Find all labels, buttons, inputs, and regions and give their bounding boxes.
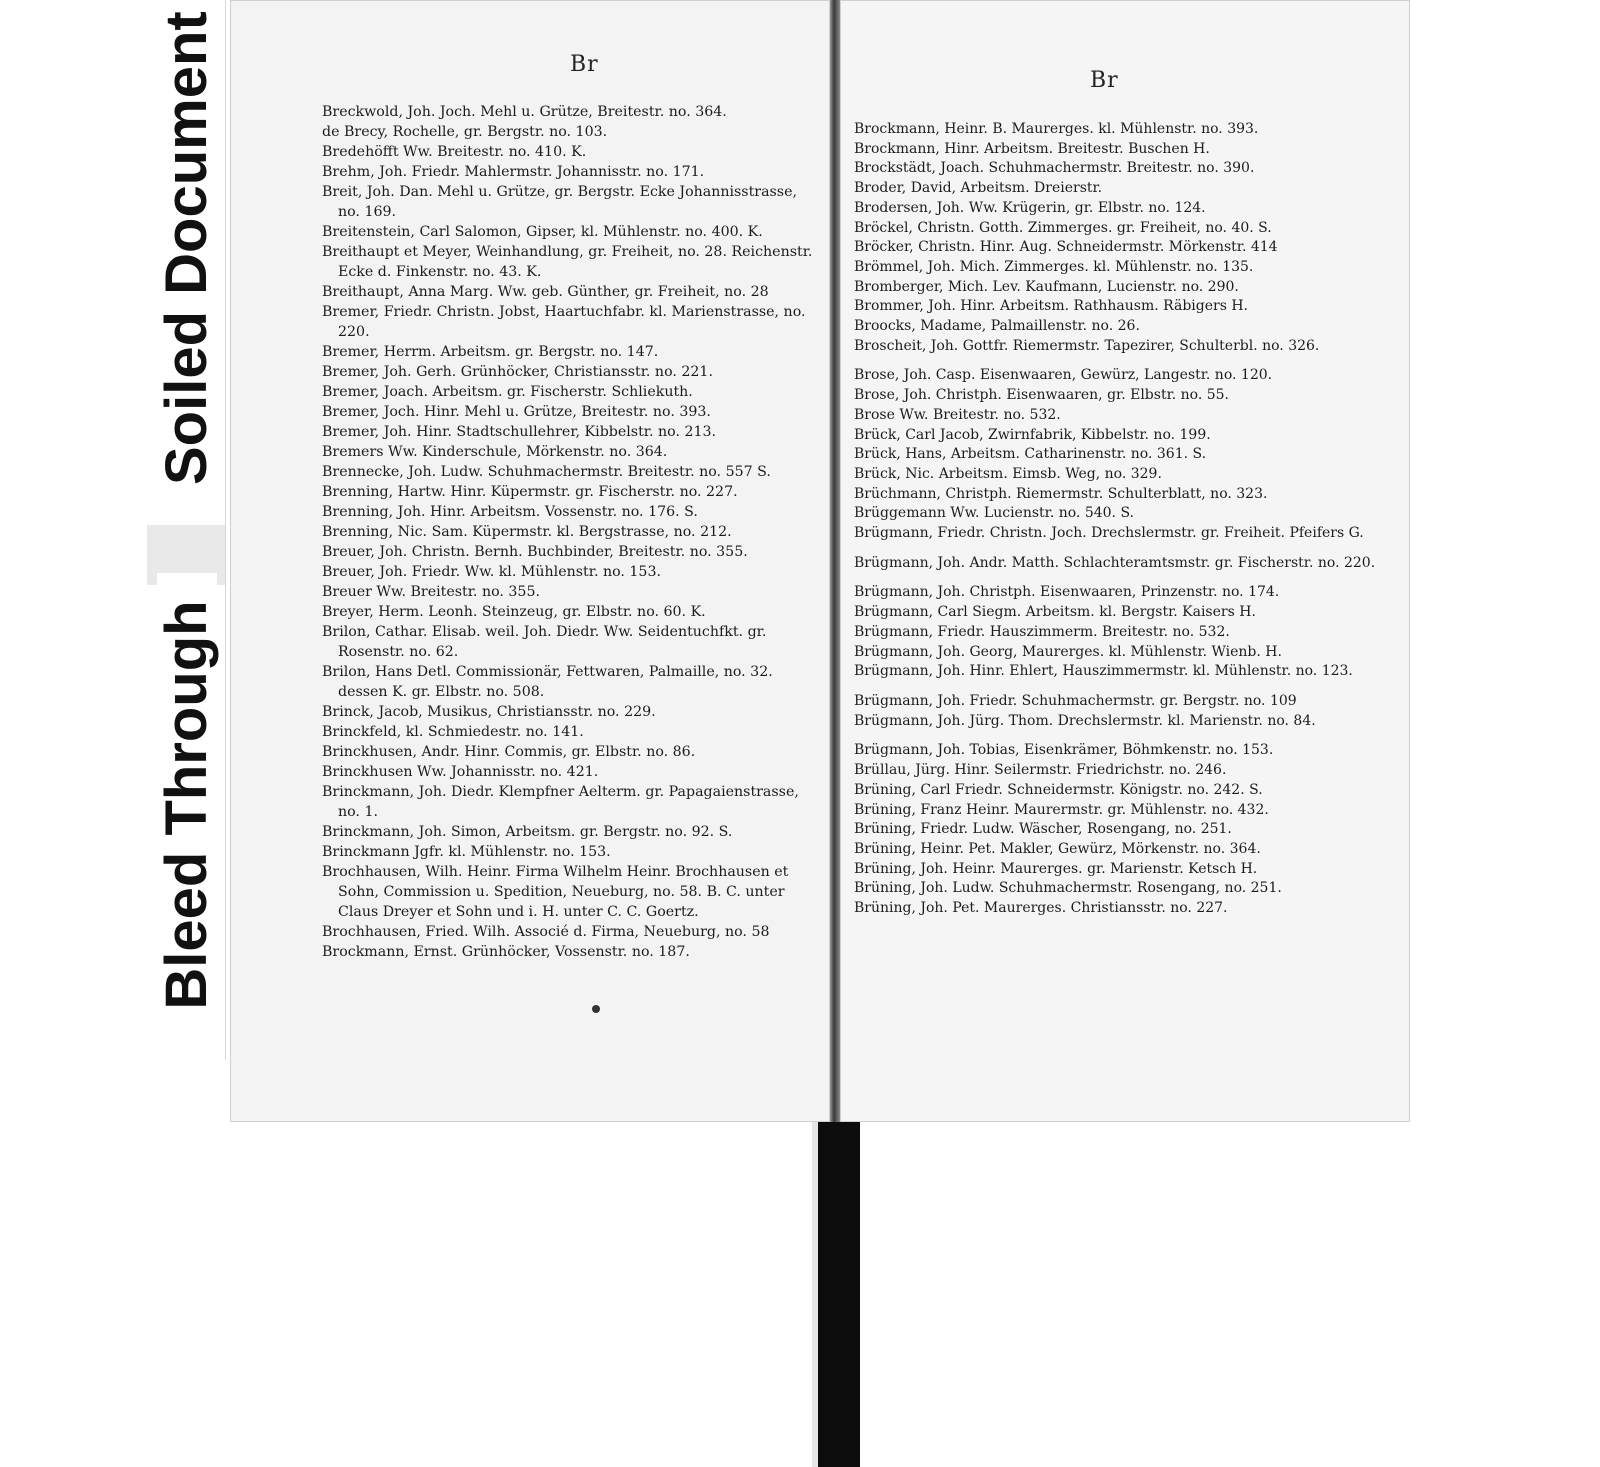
- directory-entry: Breckwold, Joh. Joch. Mehl u. Grütze, Breitestr. no. 364.: [322, 104, 727, 120]
- directory-entry: Brockmann, Heinr. B. Maurerges. kl. Mühlenstr. no. 393.: [854, 121, 1259, 137]
- directory-entry: Brück, Nic. Arbeitsm. Eimsb. Weg, no. 329.: [854, 465, 1162, 482]
- soiled-document-stamp: Soiled Document: [154, 11, 219, 485]
- directory-entry: Breit, Joh. Dan. Mehl u. Grütze, gr. Bergstr. Ecke Johannisstrasse, no. 169.: [322, 184, 797, 220]
- directory-entry: Brügmann, Joh. Friedr. Schuhmachermstr. gr. Bergstr. no. 109: [854, 692, 1297, 709]
- directory-entry: Bremer, Joach. Arbeitsm. gr. Fischerstr. Schliekuth.: [322, 384, 693, 400]
- directory-entry: Brockmann, Ernst. Grünhöcker, Vossenstr. no. 187.: [322, 944, 690, 960]
- directory-entry: Brüning, Joh. Pet. Maurerges. Christiansstr. no. 227.: [854, 900, 1228, 917]
- directory-entry: Brüchmann, Christph. Riemermstr. Schulterblatt, no. 323.: [854, 485, 1268, 502]
- directory-entry: Breuer, Joh. Friedr. Ww. kl. Mühlenstr. no. 153.: [322, 564, 661, 580]
- directory-entry: Bremer, Joh. Hinr. Stadtschullehrer, Kibbelstr. no. 213.: [322, 424, 717, 440]
- directory-entry: Broocks, Madame, Palmaillenstr. no. 26.: [854, 318, 1140, 335]
- directory-entry: Brüggemann Ww. Lucienstr. no. 540. S.: [854, 505, 1134, 522]
- directory-entry: Breitenstein, Carl Salomon, Gipser, kl. Mühlenstr. no. 400. K.: [322, 224, 763, 240]
- directory-entry: Brilon, Hans Detl. Commissionär, Fettwaren, Palmaille, no. 32. dessen K. gr. Elbstr. no. 508.: [322, 664, 773, 700]
- directory-entry: Bremer, Friedr. Christn. Jobst, Haartuchfabr. kl. Marienstrasse, no. 220.: [322, 304, 806, 340]
- directory-entry: Breithaupt et Meyer, Weinhandlung, gr. Freiheit, no. 28. Reichenstr. Ecke d. Finkenstr. no. 43. K.: [322, 244, 813, 280]
- directory-entry: Bremer, Joh. Gerh. Grünhöcker, Christiansstr. no. 221.: [322, 364, 713, 380]
- directory-entry: Brügmann, Carl Siegm. Arbeitsm. kl. Bergstr. Kaisers H.: [854, 604, 1256, 621]
- directory-entry: Brinckmann Jgfr. kl. Mühlenstr. no. 153.: [322, 844, 611, 860]
- directory-entry: Brüning, Franz Heinr. Maurermstr. gr. Mühlenstr. no. 432.: [854, 801, 1269, 818]
- directory-entry: Brockmann, Hinr. Arbeitsm. Breitestr. Buschen H.: [854, 140, 1210, 157]
- directory-entry: Bröcker, Christn. Hinr. Aug. Schneidermstr. Mörkenstr. 414: [854, 239, 1278, 256]
- directory-entry: Bremers Ww. Kinderschule, Mörkenstr. no. 364.: [322, 444, 668, 460]
- directory-entry: Brochhausen, Wilh. Heinr. Firma Wilhelm Heinr. Brochhausen et Sohn, Commission u. Spedition, Neueburg, no. 58. B. C. unter Claus Dreyer et Sohn und i. H. unter C. C. Goertz.: [322, 864, 789, 920]
- directory-entry: Bromberger, Mich. Lev. Kaufmann, Lucienstr. no. 290.: [854, 278, 1239, 295]
- directory-entry: Brose, Joh. Casp. Eisenwaaren, Gewürz, Langestr. no. 120.: [854, 367, 1273, 384]
- right-page-header: Br: [1090, 68, 1119, 93]
- directory-entry: Brügmann, Friedr. Hauszimmerm. Breitestr. no. 532.: [854, 623, 1230, 640]
- directory-entry: Brinckmann, Joh. Simon, Arbeitsm. gr. Bergstr. no. 92. S.: [322, 824, 733, 840]
- directory-entry: Brommer, Joh. Hinr. Arbeitsm. Rathhausm. Räbigers H.: [854, 298, 1249, 315]
- book-binding: [812, 1122, 860, 1467]
- directory-entry: Brügmann, Joh. Tobias, Eisenkrämer, Böhmkenstr. no. 153.: [854, 742, 1274, 759]
- directory-entry: Breyer, Herm. Leonh. Steinzeug, gr. Elbstr. no. 60. K.: [322, 604, 706, 620]
- directory-entry: Brockstädt, Joach. Schuhmachermstr. Breitestr. no. 390.: [854, 160, 1255, 177]
- book-gutter: [830, 0, 840, 1122]
- directory-entry: Breuer Ww. Breitestr. no. 355.: [322, 584, 540, 600]
- directory-entry: Brück, Carl Jacob, Zwirnfabrik, Kibbelstr. no. 199.: [854, 426, 1211, 443]
- directory-entry: Brügmann, Joh. Georg, Maurerges. kl. Mühlenstr. Wienb. H.: [854, 643, 1282, 660]
- directory-entry: Brilon, Cathar. Elisab. weil. Joh. Diedr. Ww. Seidentuchfkt. gr. Rosenstr. no. 62.: [322, 624, 767, 660]
- directory-entry: Brügmann, Joh. Jürg. Thom. Drechslermstr. kl. Marienstr. no. 84.: [854, 712, 1316, 729]
- directory-entry: Brüning, Carl Friedr. Schneidermstr. Königstr. no. 242. S.: [854, 781, 1263, 798]
- left-page: [230, 0, 830, 1122]
- directory-entry: Brügmann, Friedr. Christn. Joch. Drechslermstr. gr. Freiheit. Pfeifers G.: [854, 525, 1364, 542]
- directory-entry: Broder, David, Arbeitsm. Dreierstr.: [854, 180, 1103, 197]
- directory-entry: Brinck, Jacob, Musikus, Christiansstr. no. 229.: [322, 704, 656, 720]
- directory-entry: de Brecy, Rochelle, gr. Bergstr. no. 103.: [322, 124, 608, 140]
- directory-entry: Brose Ww. Breitestr. no. 532.: [854, 406, 1061, 423]
- directory-entry: Breuer, Joh. Christn. Bernh. Buchbinder, Breitestr. no. 355.: [322, 544, 748, 560]
- directory-entry: Brennecke, Joh. Ludw. Schuhmachermstr. Breitestr. no. 557 S.: [322, 464, 771, 480]
- directory-entry: Bredehöfft Ww. Breitestr. no. 410. K.: [322, 144, 587, 160]
- directory-entry: Brodersen, Joh. Ww. Krügerin, gr. Elbstr. no. 124.: [854, 199, 1206, 216]
- stamp-strip: [147, 0, 226, 1060]
- directory-entry: Brügmann, Joh. Andr. Matth. Schlachteramtsmstr. gr. Fischerstr. no. 220.: [854, 554, 1376, 571]
- directory-entry: Brügmann, Joh. Hinr. Ehlert, Hauszimmermstr. kl. Mühlenstr. no. 123.: [854, 663, 1353, 680]
- directory-entry: Broscheit, Joh. Gottfr. Riemermstr. Tapezirer, Schulterbl. no. 326.: [854, 337, 1320, 354]
- left-entry-list: [322, 102, 822, 962]
- directory-entry: Brügmann, Joh. Christph. Eisenwaaren, Prinzenstr. no. 174.: [854, 584, 1280, 601]
- directory-entry: Brehm, Joh. Friedr. Mahlermstr. Johannisstr. no. 171.: [322, 164, 705, 180]
- directory-entry: Brüllau, Jürg. Hinr. Seilermstr. Friedrichstr. no. 246.: [854, 762, 1227, 779]
- directory-entry: Brüning, Friedr. Ludw. Wäscher, Rosengang, no. 251.: [854, 821, 1232, 838]
- directory-entry: Brenning, Joh. Hinr. Arbeitsm. Vossenstr. no. 176. S.: [322, 504, 698, 520]
- right-page: [840, 0, 1410, 1122]
- directory-entry: Brinckhusen Ww. Johannisstr. no. 421.: [322, 764, 599, 780]
- page-ornament: [592, 1005, 600, 1013]
- directory-entry: Breithaupt, Anna Marg. Ww. geb. Günther, gr. Freiheit, no. 28: [322, 284, 769, 300]
- directory-entry: Brenning, Nic. Sam. Küpermstr. kl. Bergstrasse, no. 212.: [322, 524, 732, 540]
- directory-entry: Brüning, Heinr. Pet. Makler, Gewürz, Mörkenstr. no. 364.: [854, 840, 1261, 857]
- directory-entry: Brinckmann, Joh. Diedr. Klempfner Aelterm. gr. Papagaienstrasse, no. 1.: [322, 784, 799, 820]
- right-entry-list: [854, 120, 1399, 919]
- directory-entry: Brüning, Joh. Heinr. Maurerges. gr. Marienstr. Ketsch H.: [854, 860, 1258, 877]
- directory-entry: Brose, Joh. Christph. Eisenwaaren, gr. Elbstr. no. 55.: [854, 387, 1229, 404]
- left-page-header: Br: [570, 52, 599, 77]
- directory-entry: Brochhausen, Fried. Wilh. Associé d. Firma, Neueburg, no. 58: [322, 924, 770, 940]
- directory-entry: Bröckel, Christn. Gotth. Zimmerges. gr. Freiheit, no. 40. S.: [854, 219, 1272, 236]
- directory-entry: Brüning, Joh. Ludw. Schuhmachermstr. Rosengang, no. 251.: [854, 880, 1282, 897]
- directory-entry: Brenning, Hartw. Hinr. Küpermstr. gr. Fischerstr. no. 227.: [322, 484, 738, 500]
- directory-entry: Brinckfeld, kl. Schmiedestr. no. 141.: [322, 724, 584, 740]
- bleed-through-stamp: Bleed Through: [157, 573, 217, 1037]
- directory-entry: Brömmel, Joh. Mich. Zimmerges. kl. Mühlenstr. no. 135.: [854, 258, 1254, 275]
- directory-entry: Brinckhusen, Andr. Hinr. Commis, gr. Elbstr. no. 86.: [322, 744, 696, 760]
- directory-entry: Bremer, Herrm. Arbeitsm. gr. Bergstr. no. 147.: [322, 344, 659, 360]
- directory-entry: Bremer, Joch. Hinr. Mehl u. Grütze, Breitestr. no. 393.: [322, 404, 711, 420]
- directory-entry: Brück, Hans, Arbeitsm. Catharinenstr. no. 361. S.: [854, 446, 1207, 463]
